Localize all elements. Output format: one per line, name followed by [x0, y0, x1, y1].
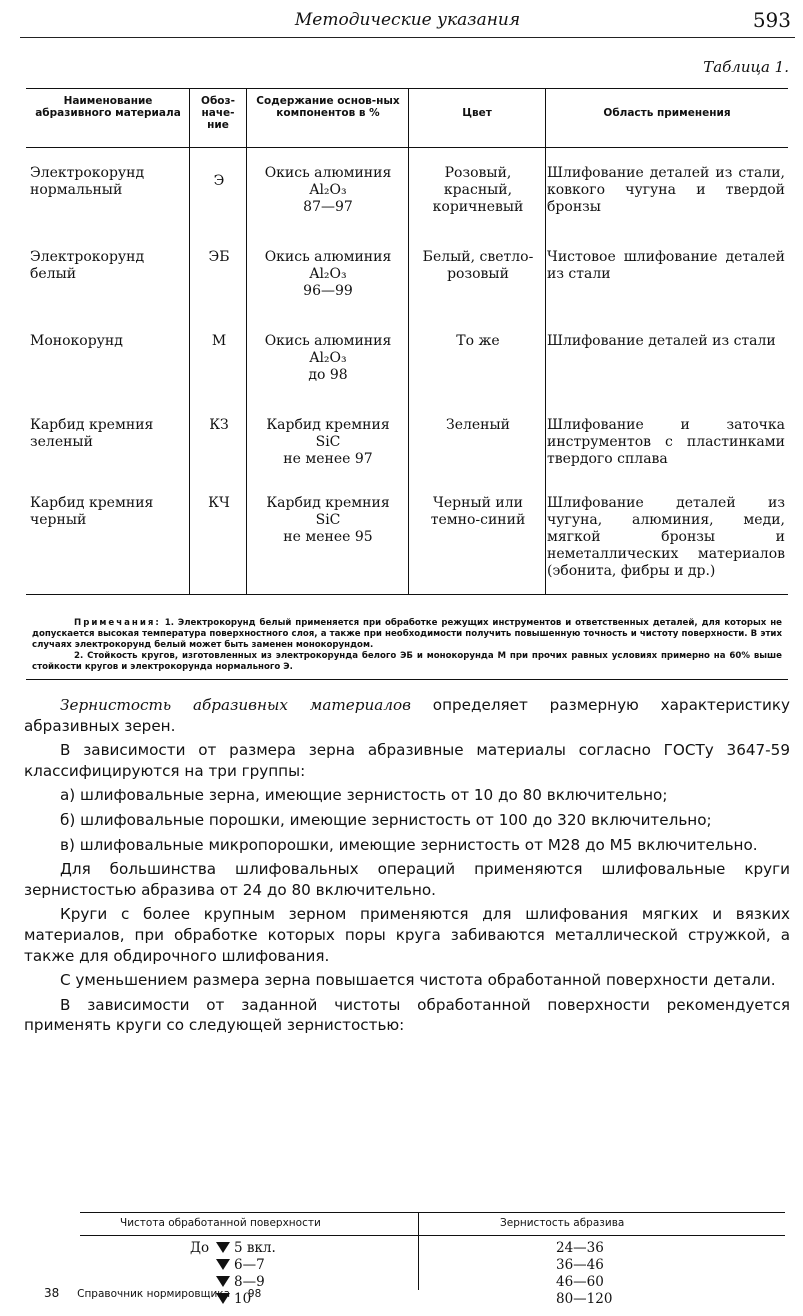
row-name: Карбид кремния зеленый	[30, 417, 154, 450]
row-application: Шлифование и заточка инструментов с пластинками твердого сплава	[547, 417, 785, 467]
row-color: Розовый, красный, коричневый	[432, 165, 524, 215]
finish-triangle-icon	[216, 1259, 230, 1270]
composition-value: до 98	[308, 367, 348, 383]
composition-name: Окись алюминия	[264, 249, 392, 265]
row-code: КЗ	[209, 417, 229, 433]
table-notes	[32, 618, 782, 673]
body-text	[24, 695, 790, 1040]
list-item: в) шлифовальные микропорошки, имеющие зернистость от М28 до М5 включительно.	[60, 835, 758, 854]
signature-code: 98	[247, 1288, 262, 1300]
note-2: 2. Стойкость кругов, изготовленных из электрокорунда белого ЭБ и монокорунда М при прочих равных условиях примерно на 60% выше стойкости кругов и электрокорунда нормального Э.	[32, 651, 782, 672]
row-name: Электрокорунд нормальный	[30, 165, 145, 198]
abrasives-table	[26, 88, 788, 680]
composition-formula: Al₂O₃	[309, 350, 347, 366]
composition-formula: Al₂O₃	[309, 266, 347, 282]
composition-name: Карбид кремния	[266, 417, 390, 433]
paragraph: Для большинства шлифовальных операций применяются шлифовальные круги зернистостью абразива от 24 до 80 включительно.	[24, 860, 790, 899]
paragraph: Круги с более крупным зерном применяются для шлифования мягких и вязких материалов, при обработке которых поры круга забиваются металлической стружкой, а также для обдирочного шлифования.	[24, 905, 790, 965]
finish-class: 10	[234, 1291, 252, 1307]
notes-label: Примечания:	[74, 618, 161, 628]
prefix-label: До	[190, 1240, 210, 1256]
row-name: Карбид кремния черный	[30, 495, 154, 528]
note-1: 1. Электрокорунд белый применяется при обработке режущих инструментов и ответственных деталей, для которых не допускается высокая температура поверхностного слоя, а также при необходимости получить повышенную точность и чистоту поверхности. В этих случаях электрокорунд белый может быть заменен монокорундом.	[32, 618, 782, 650]
paragraph: В зависимости от размера зерна абразивные материалы согласно ГОСТу 3647-59 классифицируются на три группы:	[24, 741, 790, 780]
row-code: КЧ	[208, 495, 230, 511]
column-divider	[246, 89, 247, 595]
header-code: Обоз-наче-ние	[201, 95, 235, 131]
finish-value	[216, 1257, 265, 1274]
row-code: Э	[213, 173, 225, 189]
composition-name: Окись алюминия	[264, 165, 392, 181]
row-color: Зеленый	[446, 417, 510, 433]
sheet-number: 38	[44, 1286, 60, 1300]
page-number: 593	[752, 8, 791, 32]
composition-formula: SiC	[315, 434, 341, 450]
paragraph: В зависимости от заданной чистоты обработанной поверхности рекомендуется применять круги со следующей зернистостью:	[24, 995, 790, 1035]
header-rule	[20, 37, 795, 38]
header-color: Цвет	[462, 107, 492, 119]
grain-value: 24—36	[556, 1240, 604, 1256]
composition-value: 87—97	[303, 199, 353, 215]
row-composition	[248, 417, 408, 468]
composition-value: 96—99	[303, 283, 353, 299]
notes-separator	[26, 594, 788, 595]
running-title: Методические указания	[294, 10, 521, 30]
finish-class: 8—9	[234, 1274, 265, 1290]
paragraph	[24, 695, 790, 736]
row-composition	[248, 333, 408, 384]
column-divider	[408, 89, 409, 595]
paragraph: С уменьшением размера зерна повышается чистота обработанной поверхности детали.	[60, 971, 776, 990]
term-grain-size: Зернистость абразивных материалов	[60, 696, 411, 714]
row-code: ЭБ	[208, 249, 230, 265]
header-application: Область применения	[603, 107, 731, 119]
row-application: Шлифование деталей из стали, ковкого чугуна и твердой бронзы	[547, 165, 785, 215]
composition-name: Окись алюминия	[264, 333, 392, 349]
header-grain-size: Зернистость абразива	[500, 1217, 625, 1229]
paragraph-text: определяет размерную характеристику абразивных зерен.	[24, 696, 790, 735]
finish-value	[216, 1240, 276, 1257]
header-surface-finish: Чистота обработанной поверхности	[120, 1217, 321, 1229]
finish-class: 6—7	[234, 1257, 265, 1273]
row-application: Чистовое шлифование деталей из стали	[547, 249, 785, 282]
table-label: Таблица 1.	[703, 58, 789, 76]
grain-value: 80—120	[556, 1291, 613, 1307]
book-title: Справочник нормировщика	[77, 1288, 231, 1300]
row-color: То же	[456, 333, 500, 349]
header-composition: Содержание основ-ных компонентов в %	[256, 95, 400, 119]
row-composition	[248, 165, 408, 216]
composition-formula: SiC	[315, 512, 341, 528]
row-application: Шлифование деталей из чугуна, алюминия, меди, мягкой бронзы и неметаллических материалов (эбонита, фибры и др.)	[547, 495, 785, 579]
row-name: Электрокорунд белый	[30, 249, 145, 282]
row-composition	[248, 249, 408, 300]
list-item: а) шлифовальные зерна, имеющие зернистость от 10 до 80 включительно;	[60, 786, 668, 805]
header-name: Наименование абразивного материала	[35, 95, 181, 119]
page-footer	[44, 1286, 275, 1300]
row-application: Шлифование деталей из стали	[547, 333, 776, 349]
list-item: б) шлифовальные порошки, имеющие зернистость от 100 до 320 включительно;	[60, 810, 712, 829]
running-header	[20, 6, 795, 36]
row-composition	[248, 495, 408, 546]
grain-value: 46—60	[556, 1274, 604, 1290]
grain-value: 36—46	[556, 1257, 604, 1273]
column-divider	[418, 1212, 419, 1290]
row-color: Белый, светло-розовый	[422, 249, 534, 282]
composition-value: не менее 97	[283, 451, 373, 467]
composition-formula: Al₂O₃	[309, 182, 347, 198]
finish-triangle-icon	[216, 1242, 230, 1253]
row-code: М	[211, 333, 227, 349]
table-top-rule	[80, 1212, 785, 1213]
row-name: Монокорунд	[30, 333, 123, 349]
finish-class: 5 вкл.	[234, 1240, 276, 1256]
composition-name: Карбид кремния	[266, 495, 390, 511]
row-color: Черный или темно-синий	[430, 495, 526, 528]
table-header-rule	[80, 1235, 785, 1236]
composition-value: не менее 95	[283, 529, 373, 545]
header-separator	[26, 147, 788, 148]
